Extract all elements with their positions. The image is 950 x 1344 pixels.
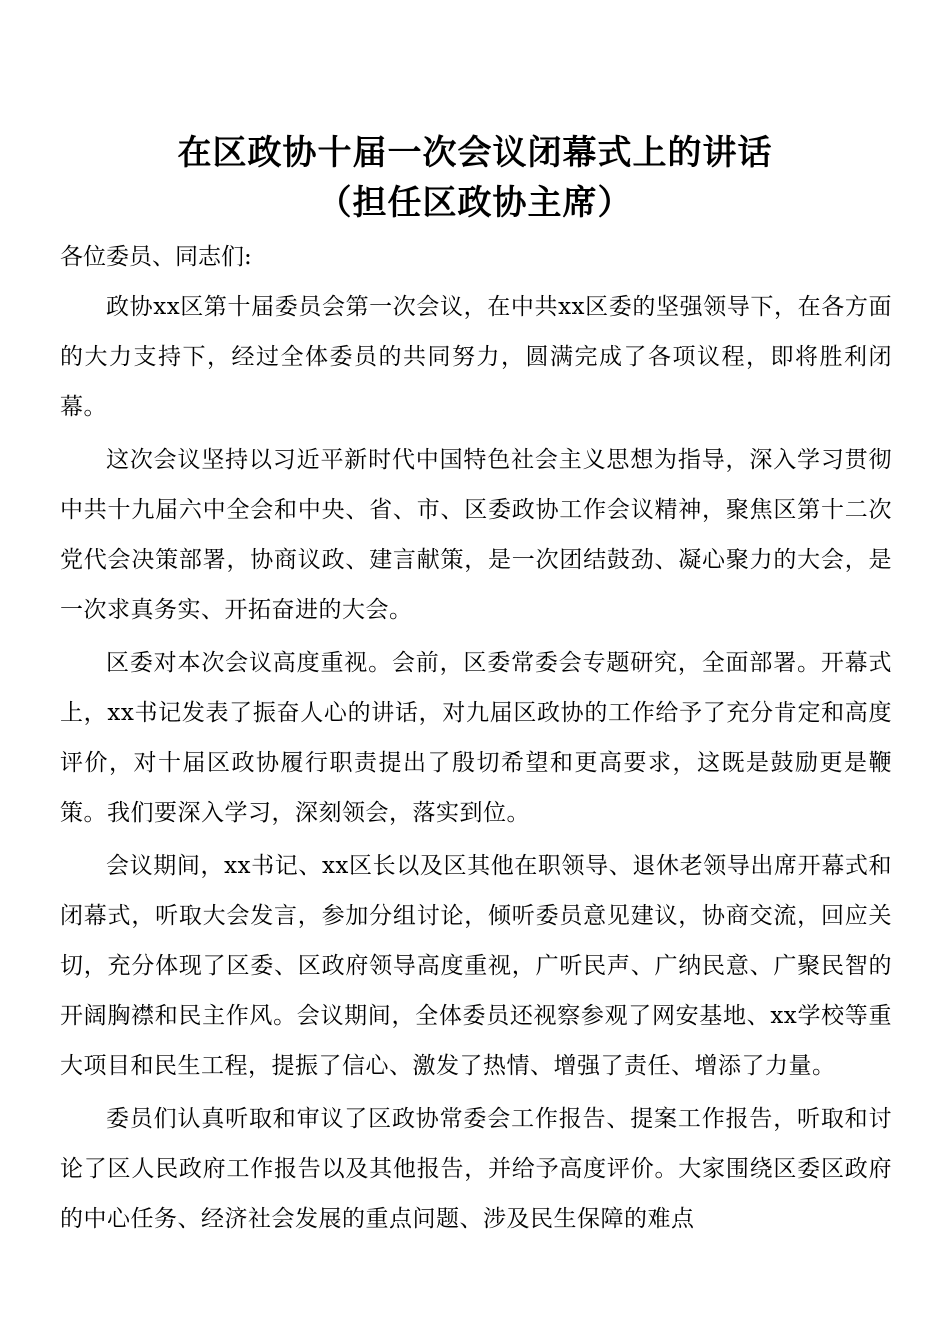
document-title: 在区政协十届一次会议闭幕式上的讲话 [177,133,773,173]
body-text [60,282,892,1247]
paragraph: 区委对本次会议高度重视。会前，区委常委会专题研究，全面部署。开幕式上，xx书记发表了振奋人心的讲话，对九届区政协的工作给予了充分肯定和高度评价，对十届区政协履行职责提出了殷切希望和更高要求，这既是鼓励更是鞭策。我们要深入学习，深刻领会，落实到位。 [60,650,892,826]
salutation: 各位委员、同志们: [60,244,252,270]
paragraph: 委员们认真听取和审议了区政协常委会工作报告、提案工作报告，听取和讨论了区人民政府工作报告以及其他报告，并给予高度评价。大家围绕区委区政府的中心任务、经济社会发展的重点问题、涉及民生保障的难点 [60,1106,892,1232]
document-subtitle: （担任区政协主席） [317,183,633,223]
paragraph: 会议期间，xx书记、xx区长以及区其他在职领导、退休老领导出席开幕式和闭幕式，听取大会发言，参加分组讨论，倾听委员意见建议，协商交流，回应关切，充分体现了区委、区政府领导高度重视，广听民声、广纳民意、广聚民智的开阔胸襟和民主作风。会议期间，全体委员还视察参观了网安基地、xx学校等重大项目和民生工程，提振了信心、激发了热情、增强了责任、增添了力量。 [60,853,892,1079]
paragraph: 政协xx区第十届委员会第一次会议，在中共xx区委的坚强领导下，在各方面的大力支持下，经过全体委员的共同努力，圆满完成了各项议程，即将胜利闭幕。 [60,294,892,420]
paragraph: 这次会议坚持以习近平新时代中国特色社会主义思想为指导，深入学习贯彻中共十九届六中全会和中央、省、市、区委政协工作会议精神，聚焦区第十二次党代会决策部署，协商议政、建言献策，是一次团结鼓劲、凝心聚力的大会，是一次求真务实、开拓奋进的大会。 [60,447,892,623]
